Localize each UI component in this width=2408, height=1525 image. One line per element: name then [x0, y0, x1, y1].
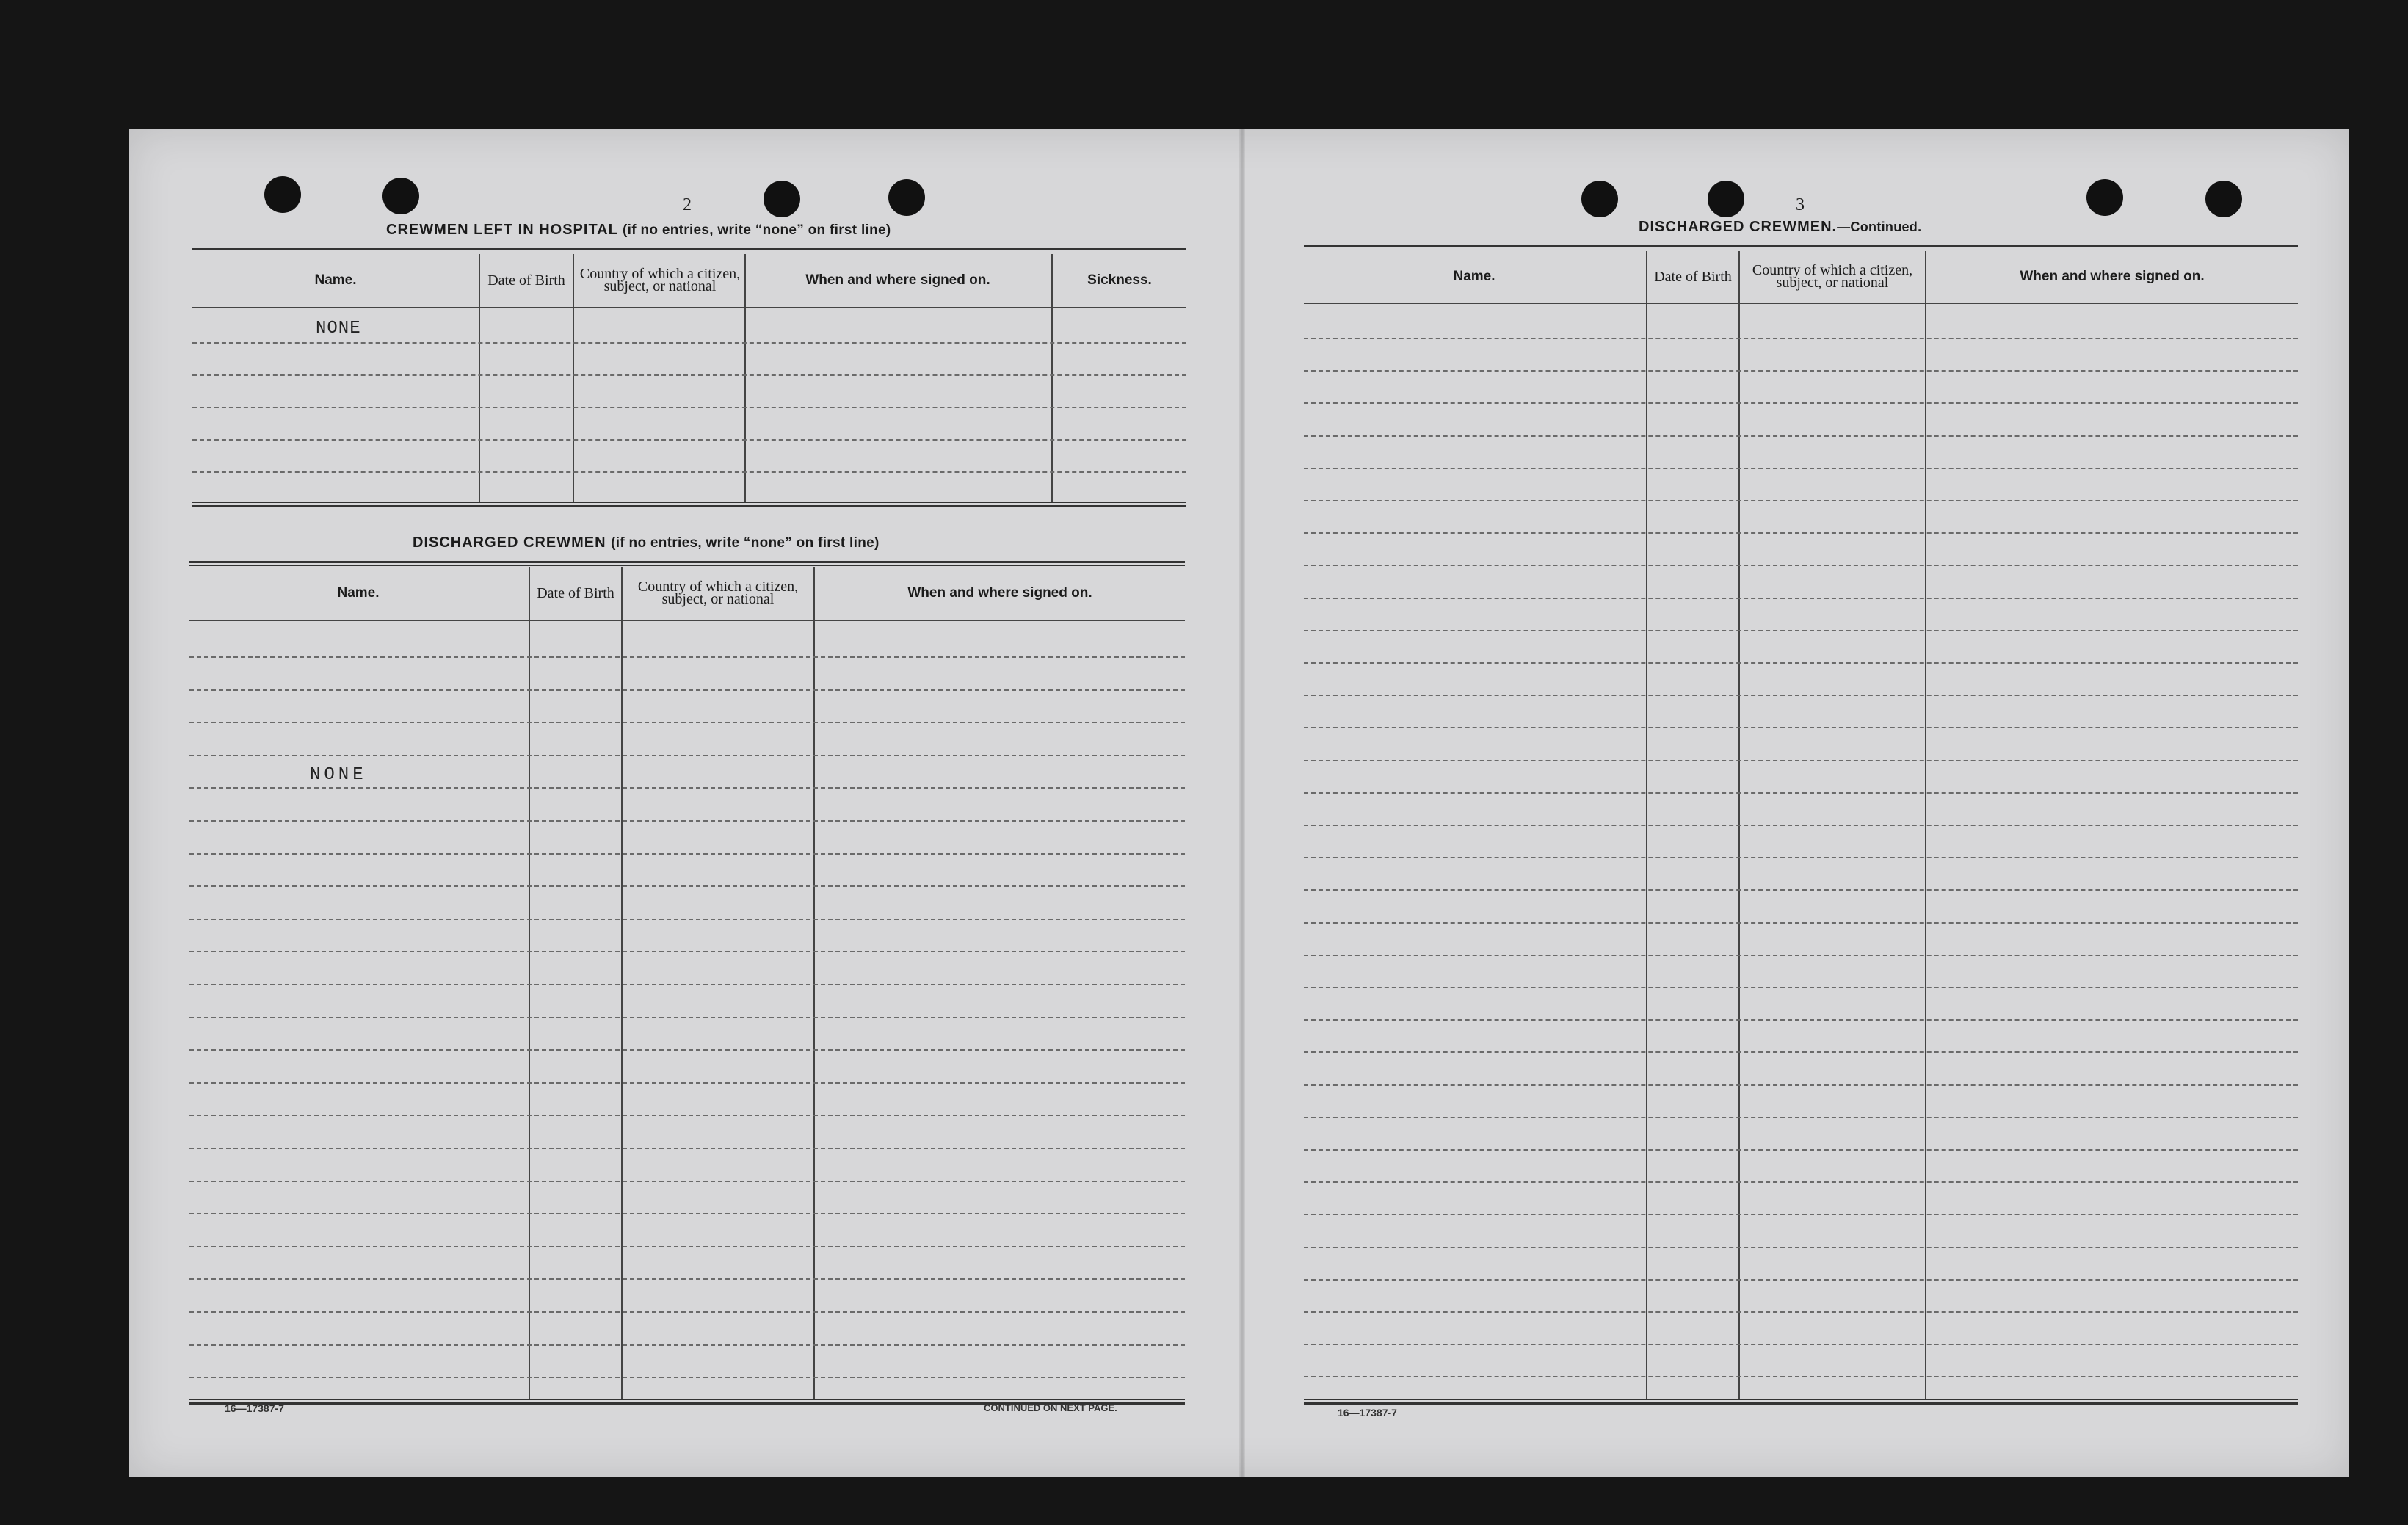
entry-line: [1304, 468, 2298, 469]
entry-line: [1304, 760, 2298, 761]
entry-line: [189, 689, 1185, 691]
center-fold: [1239, 129, 1245, 1477]
entry-line: [1304, 598, 2298, 599]
entry-line: [192, 407, 1186, 408]
column-header-dob: Date of Birth: [487, 272, 565, 289]
entry-line: [189, 1049, 1185, 1051]
entry-line: [1304, 825, 2298, 826]
discharged-continued-table: [1304, 245, 2298, 1420]
entry-line: [1304, 1117, 2298, 1118]
entry-line: [1304, 565, 2298, 566]
column-header-sickness: Sickness.: [1087, 272, 1152, 288]
entry-line: [189, 984, 1185, 985]
entry-line: [189, 885, 1185, 887]
column-header-name: Name.: [337, 585, 380, 601]
entry-line: [189, 1181, 1185, 1182]
entry-line: [189, 1148, 1185, 1149]
entry-line: [1304, 922, 2298, 924]
right-page: [1245, 129, 2349, 1477]
column-header-signed-on: When and where signed on.: [805, 272, 990, 288]
discharged-table: [189, 561, 1185, 1405]
entry-line: [189, 1082, 1185, 1084]
entry-line: [1304, 1214, 2298, 1215]
column-header-name: Name.: [1453, 269, 1495, 284]
discharged-entry-text: NONE: [310, 765, 367, 785]
entry-line: [1304, 1084, 2298, 1086]
entry-line: [189, 1246, 1185, 1247]
entry-line: [189, 755, 1185, 756]
column-header-dob: Date of Birth: [537, 584, 614, 601]
document-sheet: [129, 129, 2349, 1477]
entry-line: [1304, 532, 2298, 534]
entry-line: [189, 787, 1185, 789]
entry-line: [192, 374, 1186, 376]
entry-line: [1304, 630, 2298, 631]
column-header-country: Country of which a citizen, subject, or national: [1752, 262, 1913, 291]
entry-line: [1304, 1019, 2298, 1021]
entry-line: [1304, 727, 2298, 728]
entry-line: [189, 1344, 1185, 1346]
entry-line: [189, 722, 1185, 723]
entry-line: [189, 919, 1185, 920]
form-number: 16—17387-7: [1338, 1407, 1397, 1419]
continued-note: CONTINUED ON NEXT PAGE.: [984, 1402, 1117, 1413]
page-number: 2: [683, 195, 692, 214]
entry-line: [189, 1377, 1185, 1378]
column-header-signed-on: When and where signed on.: [907, 585, 1092, 601]
column-header-country: Country of which a citizen, subject, or national: [579, 266, 741, 294]
entry-line: [1304, 695, 2298, 696]
entry-line: [1304, 987, 2298, 988]
entry-line: [1304, 792, 2298, 794]
form-number: 16—17387-7: [225, 1402, 284, 1414]
page-number: 3: [1796, 195, 1805, 214]
column-header-dob: Date of Birth: [1654, 268, 1732, 285]
entry-line: [1304, 1344, 2298, 1345]
entry-line: [1304, 1376, 2298, 1377]
hospital-section-title: CREWMEN LEFT IN HOSPITAL (if no entries, write “none” on first line): [386, 222, 891, 238]
entry-line: [189, 1278, 1185, 1280]
entry-line: [189, 1213, 1185, 1214]
left-page: [129, 129, 1239, 1477]
entry-line: [1304, 857, 2298, 858]
entry-line: [1304, 1181, 2298, 1183]
entry-line: [1304, 338, 2298, 339]
entry-line: [1304, 402, 2298, 404]
discharged-continued-title: DISCHARGED CREWMEN.—Continued.: [1639, 219, 1922, 235]
hospital-entry-text: NONE: [316, 319, 361, 338]
entry-line: [1304, 500, 2298, 501]
entry-line: [1304, 955, 2298, 956]
column-header-country: Country of which a citizen, subject, or national: [637, 579, 799, 607]
discharged-section-title: DISCHARGED CREWMEN (if no entries, write “none” on first line): [413, 535, 880, 551]
entry-line: [192, 471, 1186, 473]
entry-line: [1304, 889, 2298, 891]
column-header-signed-on: When and where signed on.: [2020, 269, 2205, 284]
entry-line: [192, 439, 1186, 441]
entry-line: [1304, 1149, 2298, 1151]
entry-line: [1304, 1247, 2298, 1248]
entry-line: [189, 853, 1185, 855]
entry-line: [1304, 1311, 2298, 1313]
entry-line: [189, 1115, 1185, 1116]
entry-line: [1304, 435, 2298, 437]
entry-line: [189, 951, 1185, 952]
entry-line: [1304, 1279, 2298, 1281]
entry-line: [1304, 662, 2298, 664]
column-header-name: Name.: [314, 272, 357, 288]
entry-line: [1304, 370, 2298, 372]
entry-line: [1304, 1051, 2298, 1053]
entry-line: [189, 1017, 1185, 1018]
entry-line: [192, 342, 1186, 344]
entry-line: [189, 820, 1185, 822]
entry-line: [189, 1311, 1185, 1313]
entry-line: [189, 656, 1185, 658]
